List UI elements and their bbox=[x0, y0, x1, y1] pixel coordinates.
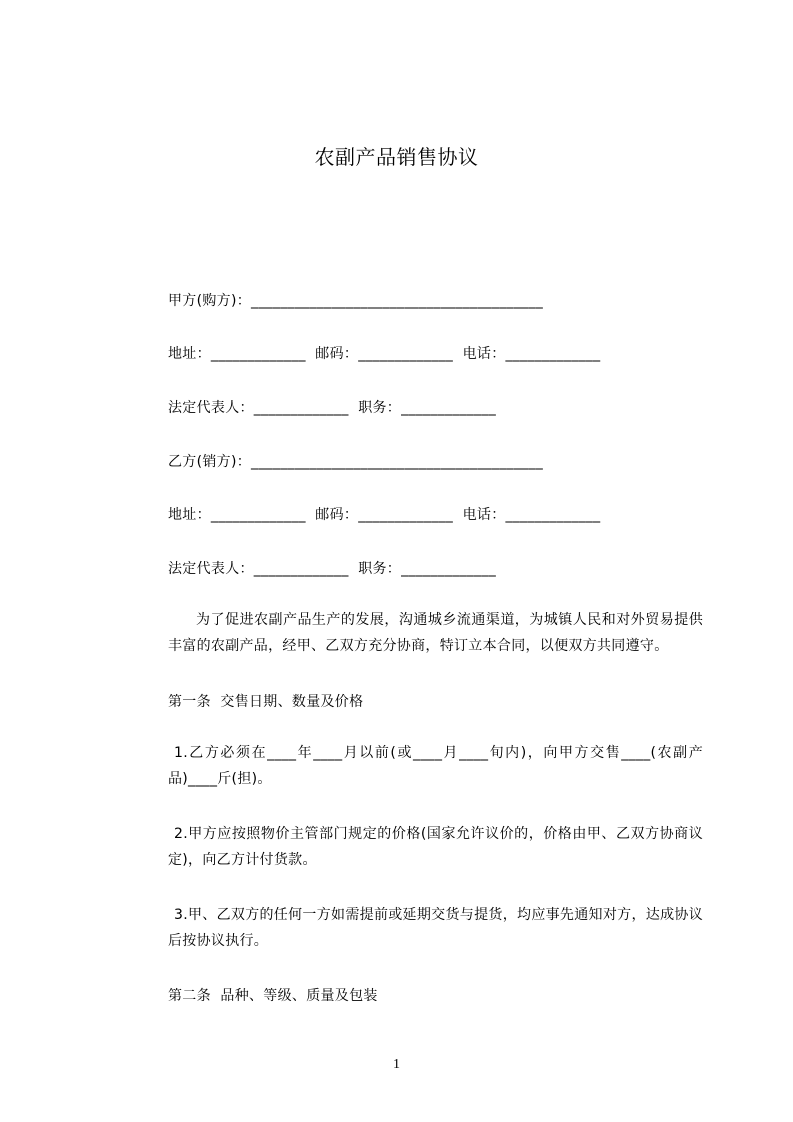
preamble-paragraph: 为了促进农副产品生产的发展，沟通城乡流通渠道，为城镇人民和对外贸易提供丰富的农副产品，经甲、乙双方充分协商，特订立本合同，以便双方共同遵守。 bbox=[168, 612, 703, 654]
article1-item1: 1.乙方必须在____年____月以前(或____月____旬内)，向甲方交售____(农副产品)____斤(担)。 bbox=[168, 745, 703, 787]
party-a-address-line: 地址：_____________ 邮码：_____________ 电话：_____________ bbox=[168, 346, 601, 362]
page-number: 1 bbox=[393, 1057, 400, 1072]
article1-heading: 第一条 交售日期、数量及价格 bbox=[168, 694, 364, 710]
party-b-address-line: 地址：_____________ 邮码：_____________ 电话：_____________ bbox=[168, 507, 601, 523]
party-a-rep-line: 法定代表人：_____________ 职务：_____________ bbox=[168, 400, 496, 416]
article1-item3: 3.甲、乙双方的任何一方如需提前或延期交货与提货，均应事先通知对方，达成协议后按协议执行。 bbox=[168, 907, 703, 949]
article1-item2: 2.甲方应按照物价主管部门规定的价格(国家允许议价的，价格由甲、乙双方协商议定)，向乙方计付货款。 bbox=[168, 826, 703, 868]
party-b-name-line: 乙方(销方)：________________________________________ bbox=[168, 454, 544, 470]
article2-heading: 第二条 品种、等级、质量及包装 bbox=[168, 988, 378, 1004]
document-title: 农副产品销售协议 bbox=[314, 145, 479, 169]
party-a-name-line: 甲方(购方)：________________________________________ bbox=[168, 293, 544, 309]
party-b-rep-line: 法定代表人：_____________ 职务：_____________ bbox=[168, 561, 496, 577]
